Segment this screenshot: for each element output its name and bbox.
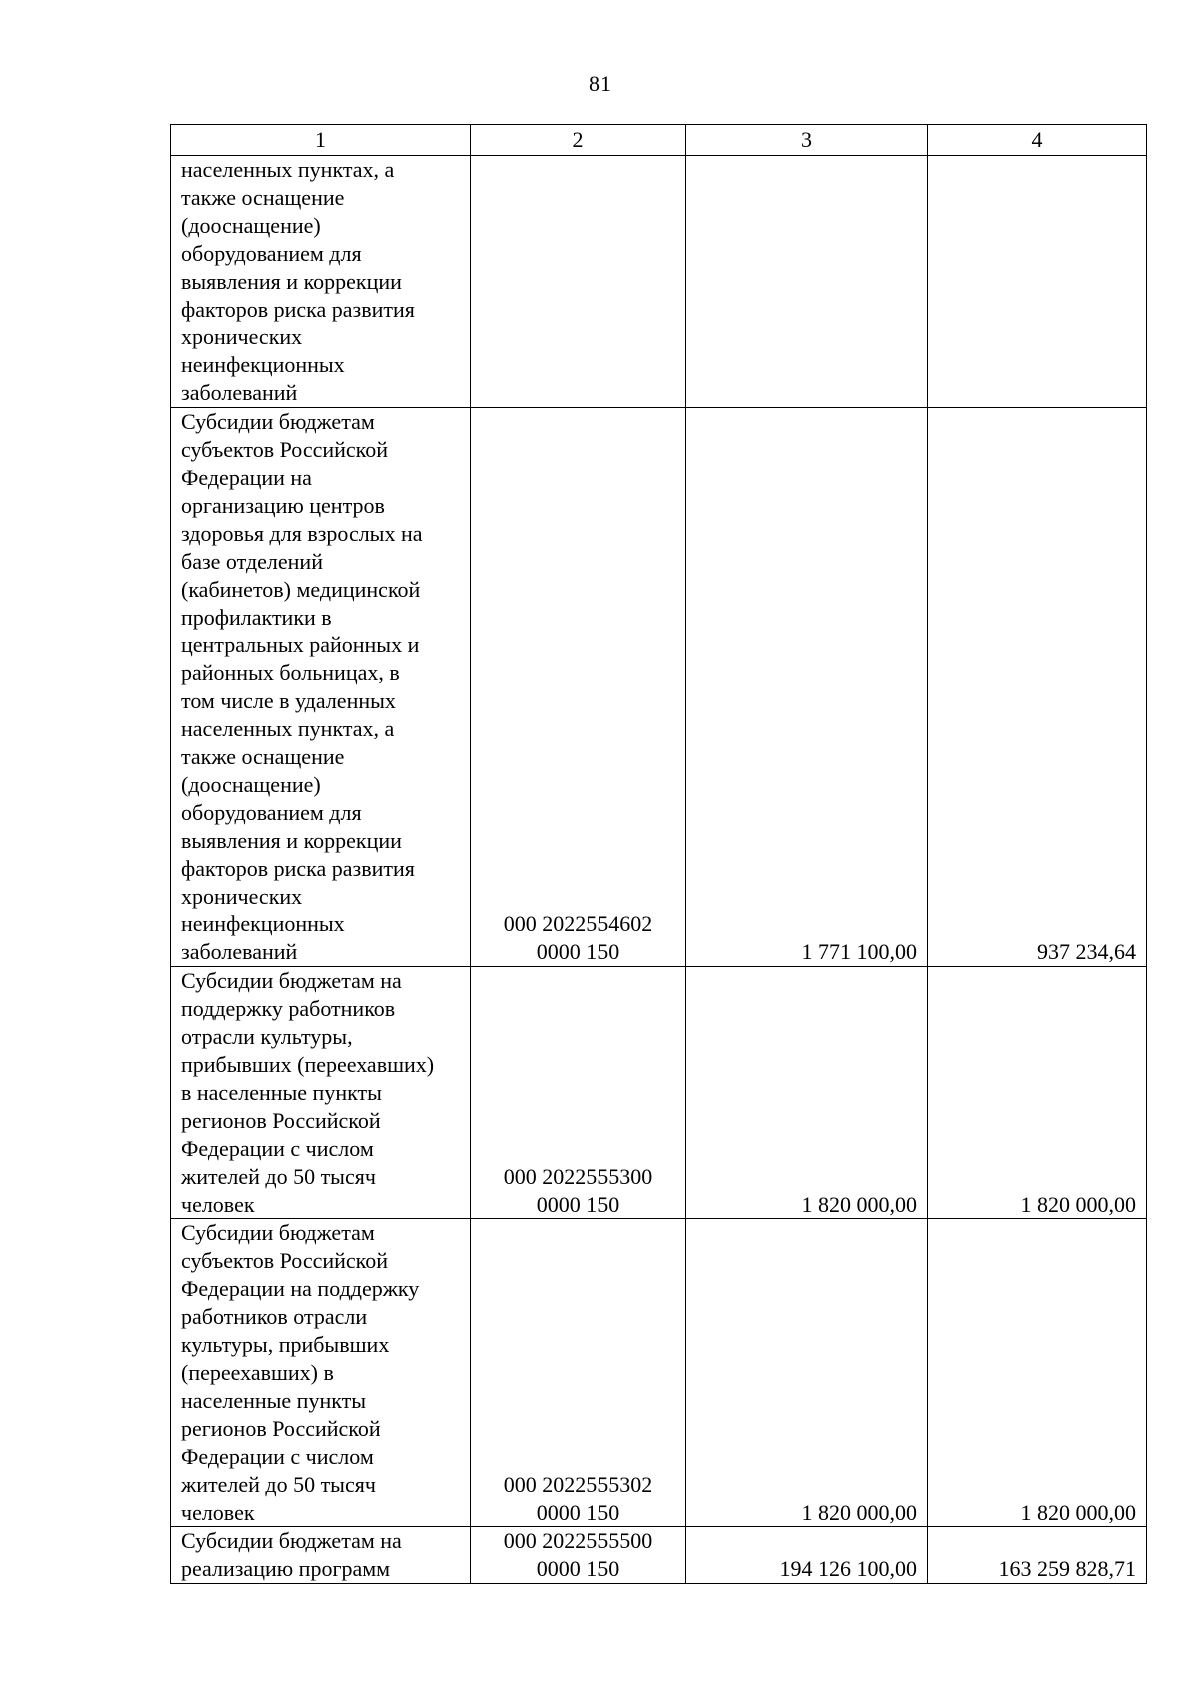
table-row <box>171 967 1147 1219</box>
row-name-cell: Субсидии бюджетам субъектов Российской Федерации на поддержку работников отрасли культуры, прибывших (переехавших) в населенные пункты регионов Российской Федерации с числом жителей до 50 тысяч человек <box>171 1219 471 1527</box>
header-col-2: 2 <box>471 125 686 156</box>
row-fact-cell: 1 820 000,00 <box>928 1219 1147 1527</box>
row-fact-cell <box>928 156 1147 408</box>
row-plan-cell: 1 820 000,00 <box>686 967 928 1219</box>
row-plan-cell <box>686 156 928 408</box>
row-plan-cell: 1 820 000,00 <box>686 1219 928 1527</box>
table-header-row <box>171 125 1147 156</box>
table-row <box>171 408 1147 967</box>
header-col-3: 3 <box>686 125 928 156</box>
page-number: 81 <box>589 71 611 96</box>
row-name-cell: населенных пунктах, а также оснащение (дооснащение) оборудованием для выявления и коррекции факторов риска развития хронических неинфекционных заболеваний <box>171 156 471 408</box>
table-row <box>171 1219 1147 1527</box>
row-fact-cell: 1 820 000,00 <box>928 967 1147 1219</box>
row-fact-cell: 163 259 828,71 <box>928 1527 1147 1584</box>
row-code-cell: 000 2022555302 0000 150 <box>471 1219 686 1527</box>
row-code-cell <box>471 156 686 408</box>
row-name-cell: Субсидии бюджетам на реализацию программ <box>171 1527 471 1584</box>
row-code-cell: 000 2022555500 0000 150 <box>471 1527 686 1584</box>
table-row <box>171 1527 1147 1584</box>
row-plan-cell: 194 126 100,00 <box>686 1527 928 1584</box>
header-col-1: 1 <box>171 125 471 156</box>
row-plan-cell: 1 771 100,00 <box>686 408 928 967</box>
header-col-4: 4 <box>928 125 1147 156</box>
row-fact-cell: 937 234,64 <box>928 408 1147 967</box>
row-name-cell: Субсидии бюджетам на поддержку работников отрасли культуры, прибывших (переехавших) в населенные пункты регионов Российской Федерации с числом жителей до 50 тысяч человек <box>171 967 471 1219</box>
row-code-cell: 000 2022554602 0000 150 <box>471 408 686 967</box>
table-row <box>171 156 1147 408</box>
row-code-cell: 000 2022555300 0000 150 <box>471 967 686 1219</box>
row-name-cell: Субсидии бюджетам субъектов Российской Федерации на организацию центров здоровья для взрослых на базе отделений (кабинетов) медицинской профилактики в центральных районных и районных больницах, в том числе в удаленных населенных пунктах, а также оснащение (дооснащение) оборудованием для выявления и коррекции факторов риска развития хронических неинфекционных заболеваний <box>171 408 471 967</box>
budget-table <box>170 124 1147 1584</box>
